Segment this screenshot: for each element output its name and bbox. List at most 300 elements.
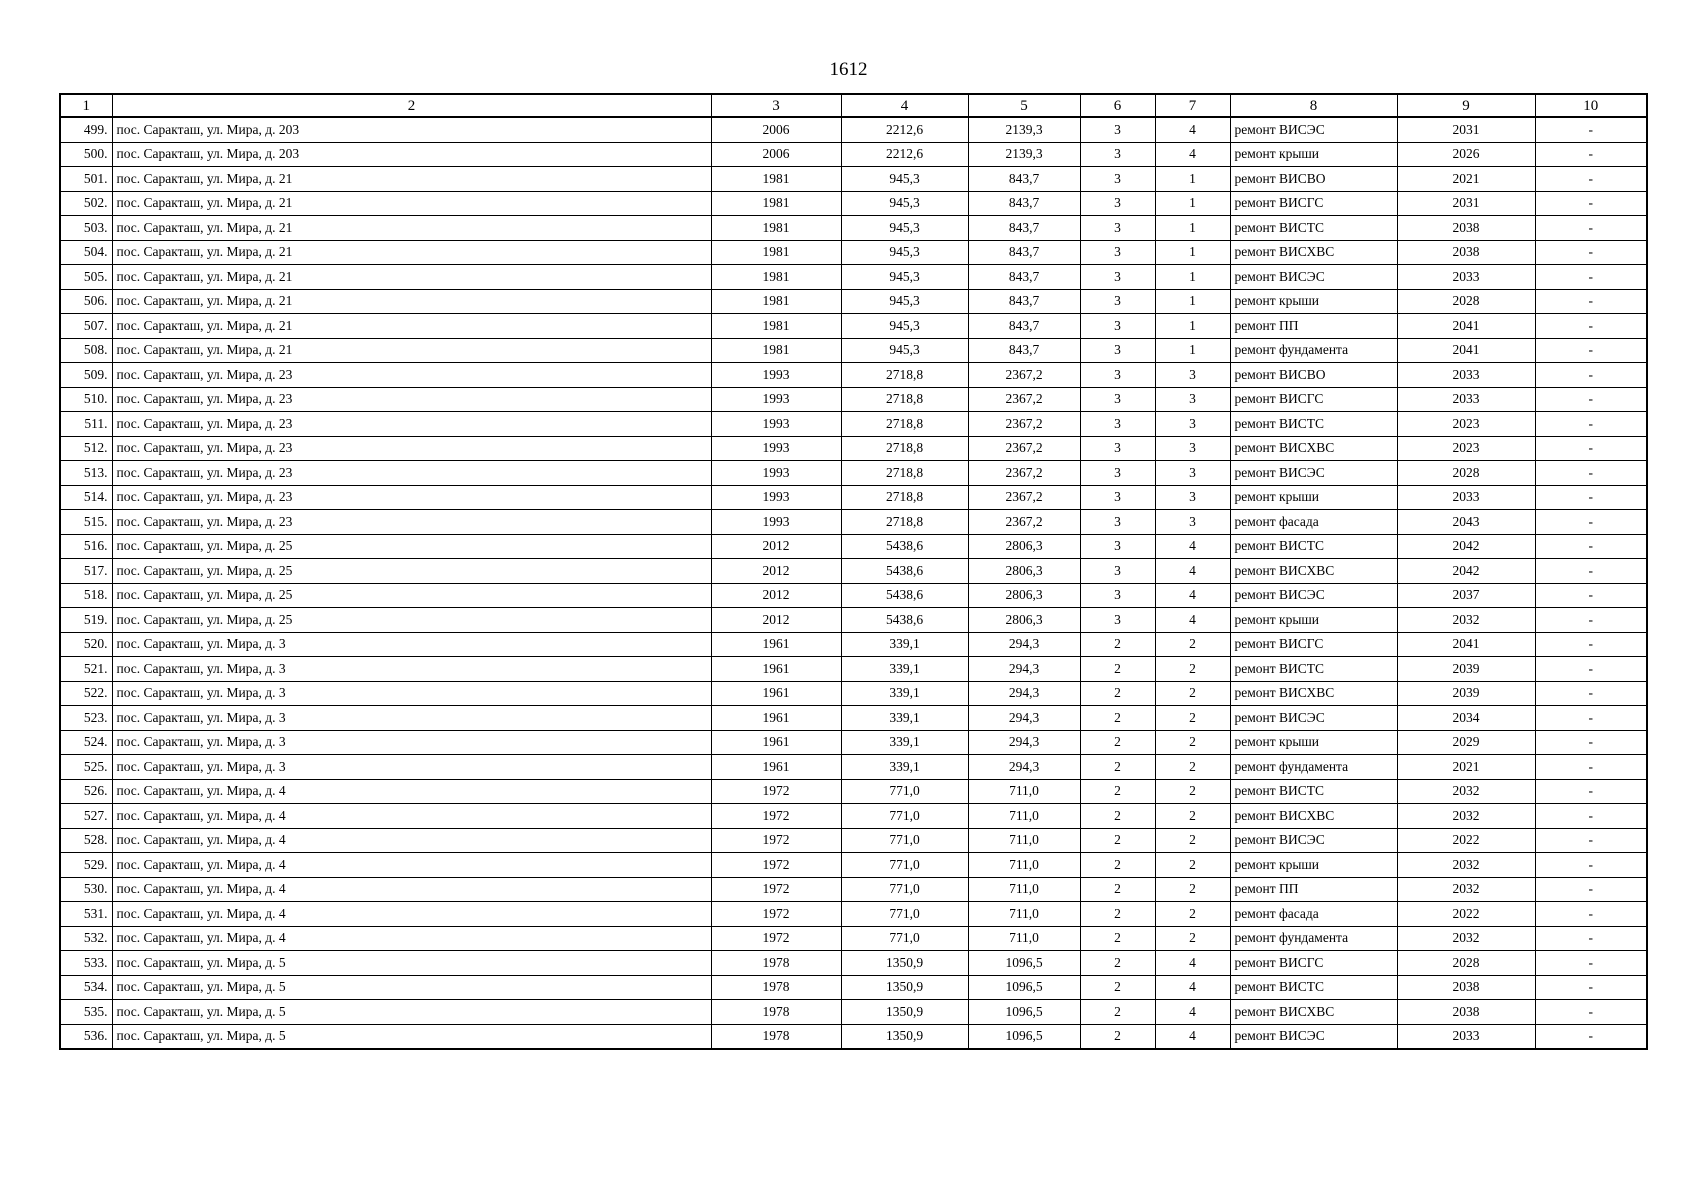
table-row [60, 510, 1647, 535]
living-area-cell: 294,3 [968, 706, 1080, 731]
note-cell: - [1535, 779, 1647, 804]
living-area-cell: 711,0 [968, 926, 1080, 951]
living-area-cell: 1096,5 [968, 951, 1080, 976]
year-cell: 2012 [711, 583, 841, 608]
floors-cell: 3 [1080, 436, 1155, 461]
total-area-cell: 771,0 [841, 902, 968, 927]
living-area-cell: 294,3 [968, 681, 1080, 706]
planned-year-cell: 2029 [1397, 730, 1535, 755]
entrances-cell: 2 [1155, 853, 1230, 878]
work-type-cell: ремонт ВИСЭС [1230, 265, 1397, 290]
year-cell: 1993 [711, 485, 841, 510]
total-area-cell: 2718,8 [841, 510, 968, 535]
address-cell: пос. Саракташ, ул. Мира, д. 23 [112, 412, 711, 437]
table-row [60, 608, 1647, 633]
year-cell: 1961 [711, 730, 841, 755]
year-cell: 1993 [711, 387, 841, 412]
year-cell: 1981 [711, 314, 841, 339]
row-number-cell: 525. [60, 755, 112, 780]
year-cell: 1972 [711, 853, 841, 878]
address-cell: пос. Саракташ, ул. Мира, д. 4 [112, 877, 711, 902]
year-cell: 1981 [711, 216, 841, 241]
work-type-cell: ремонт ВИСТС [1230, 779, 1397, 804]
planned-year-cell: 2028 [1397, 951, 1535, 976]
entrances-cell: 2 [1155, 681, 1230, 706]
planned-year-cell: 2042 [1397, 559, 1535, 584]
work-type-cell: ремонт крыши [1230, 142, 1397, 167]
note-cell: - [1535, 706, 1647, 731]
planned-year-cell: 2033 [1397, 265, 1535, 290]
living-area-cell: 711,0 [968, 828, 1080, 853]
planned-year-cell: 2033 [1397, 1024, 1535, 1049]
note-cell: - [1535, 167, 1647, 192]
entrances-cell: 2 [1155, 706, 1230, 731]
planned-year-cell: 2043 [1397, 510, 1535, 535]
planned-year-cell: 2042 [1397, 534, 1535, 559]
note-cell: - [1535, 142, 1647, 167]
planned-year-cell: 2028 [1397, 461, 1535, 486]
address-cell: пос. Саракташ, ул. Мира, д. 21 [112, 314, 711, 339]
note-cell: - [1535, 828, 1647, 853]
living-area-cell: 843,7 [968, 314, 1080, 339]
row-number-cell: 523. [60, 706, 112, 731]
entrances-cell: 2 [1155, 926, 1230, 951]
planned-year-cell: 2032 [1397, 804, 1535, 829]
planned-year-cell: 2034 [1397, 706, 1535, 731]
table-row [60, 583, 1647, 608]
year-cell: 1993 [711, 363, 841, 388]
note-cell: - [1535, 755, 1647, 780]
row-number-cell: 499. [60, 117, 112, 142]
planned-year-cell: 2038 [1397, 216, 1535, 241]
planned-year-cell: 2033 [1397, 363, 1535, 388]
total-area-cell: 945,3 [841, 216, 968, 241]
floors-cell: 2 [1080, 951, 1155, 976]
note-cell: - [1535, 559, 1647, 584]
entrances-cell: 4 [1155, 951, 1230, 976]
note-cell: - [1535, 314, 1647, 339]
floors-cell: 2 [1080, 681, 1155, 706]
planned-year-cell: 2033 [1397, 485, 1535, 510]
total-area-cell: 945,3 [841, 265, 968, 290]
row-number-cell: 515. [60, 510, 112, 535]
address-cell: пос. Саракташ, ул. Мира, д. 4 [112, 853, 711, 878]
column-header: 5 [968, 94, 1080, 117]
note-cell: - [1535, 216, 1647, 241]
living-area-cell: 2806,3 [968, 583, 1080, 608]
table-row [60, 902, 1647, 927]
planned-year-cell: 2028 [1397, 289, 1535, 314]
table-row [60, 926, 1647, 951]
work-type-cell: ремонт крыши [1230, 485, 1397, 510]
total-area-cell: 339,1 [841, 681, 968, 706]
total-area-cell: 5438,6 [841, 559, 968, 584]
address-cell: пос. Саракташ, ул. Мира, д. 4 [112, 926, 711, 951]
floors-cell: 2 [1080, 730, 1155, 755]
work-type-cell: ремонт ВИСХВС [1230, 804, 1397, 829]
work-type-cell: ремонт ВИСЭС [1230, 583, 1397, 608]
year-cell: 1978 [711, 951, 841, 976]
work-type-cell: ремонт ПП [1230, 877, 1397, 902]
planned-year-cell: 2041 [1397, 314, 1535, 339]
planned-year-cell: 2041 [1397, 338, 1535, 363]
table-row [60, 167, 1647, 192]
total-area-cell: 771,0 [841, 877, 968, 902]
living-area-cell: 711,0 [968, 779, 1080, 804]
total-area-cell: 5438,6 [841, 608, 968, 633]
living-area-cell: 2367,2 [968, 485, 1080, 510]
row-number-cell: 528. [60, 828, 112, 853]
floors-cell: 2 [1080, 902, 1155, 927]
year-cell: 1993 [711, 412, 841, 437]
row-number-cell: 511. [60, 412, 112, 437]
row-number-cell: 533. [60, 951, 112, 976]
living-area-cell: 294,3 [968, 657, 1080, 682]
entrances-cell: 3 [1155, 387, 1230, 412]
entrances-cell: 4 [1155, 142, 1230, 167]
floors-cell: 3 [1080, 117, 1155, 142]
work-type-cell: ремонт ВИСХВС [1230, 559, 1397, 584]
address-cell: пос. Саракташ, ул. Мира, д. 5 [112, 951, 711, 976]
row-number-cell: 502. [60, 191, 112, 216]
year-cell: 1972 [711, 902, 841, 927]
total-area-cell: 1350,9 [841, 1024, 968, 1049]
address-cell: пос. Саракташ, ул. Мира, д. 21 [112, 265, 711, 290]
work-type-cell: ремонт ВИСХВС [1230, 240, 1397, 265]
living-area-cell: 843,7 [968, 167, 1080, 192]
planned-year-cell: 2026 [1397, 142, 1535, 167]
living-area-cell: 1096,5 [968, 1024, 1080, 1049]
table-row [60, 436, 1647, 461]
row-number-cell: 535. [60, 1000, 112, 1025]
note-cell: - [1535, 338, 1647, 363]
year-cell: 1978 [711, 1024, 841, 1049]
floors-cell: 2 [1080, 779, 1155, 804]
table-row [60, 534, 1647, 559]
entrances-cell: 1 [1155, 240, 1230, 265]
row-number-cell: 526. [60, 779, 112, 804]
table-row [60, 363, 1647, 388]
year-cell: 1978 [711, 975, 841, 1000]
note-cell: - [1535, 510, 1647, 535]
note-cell: - [1535, 657, 1647, 682]
year-cell: 1972 [711, 828, 841, 853]
table-row [60, 730, 1647, 755]
column-header: 3 [711, 94, 841, 117]
work-type-cell: ремонт крыши [1230, 289, 1397, 314]
column-header: 9 [1397, 94, 1535, 117]
entrances-cell: 3 [1155, 485, 1230, 510]
entrances-cell: 4 [1155, 583, 1230, 608]
address-cell: пос. Саракташ, ул. Мира, д. 23 [112, 436, 711, 461]
note-cell: - [1535, 1024, 1647, 1049]
total-area-cell: 2212,6 [841, 142, 968, 167]
year-cell: 1961 [711, 657, 841, 682]
living-area-cell: 2139,3 [968, 142, 1080, 167]
note-cell: - [1535, 461, 1647, 486]
year-cell: 1981 [711, 240, 841, 265]
column-header: 1 [60, 94, 112, 117]
entrances-cell: 2 [1155, 657, 1230, 682]
table-row [60, 289, 1647, 314]
note-cell: - [1535, 975, 1647, 1000]
living-area-cell: 843,7 [968, 265, 1080, 290]
table-header-row [60, 94, 1647, 117]
table-row [60, 657, 1647, 682]
row-number-cell: 505. [60, 265, 112, 290]
floors-cell: 3 [1080, 338, 1155, 363]
living-area-cell: 711,0 [968, 877, 1080, 902]
page-number: 1612 [829, 59, 868, 80]
planned-year-cell: 2021 [1397, 755, 1535, 780]
year-cell: 1961 [711, 681, 841, 706]
work-type-cell: ремонт крыши [1230, 853, 1397, 878]
row-number-cell: 508. [60, 338, 112, 363]
row-number-cell: 522. [60, 681, 112, 706]
floors-cell: 3 [1080, 167, 1155, 192]
living-area-cell: 2806,3 [968, 608, 1080, 633]
work-type-cell: ремонт ВИСТС [1230, 975, 1397, 1000]
table-row [60, 706, 1647, 731]
row-number-cell: 524. [60, 730, 112, 755]
work-type-cell: ремонт ВИСТС [1230, 657, 1397, 682]
note-cell: - [1535, 289, 1647, 314]
row-number-cell: 530. [60, 877, 112, 902]
row-number-cell: 513. [60, 461, 112, 486]
address-cell: пос. Саракташ, ул. Мира, д. 5 [112, 1000, 711, 1025]
floors-cell: 2 [1080, 1024, 1155, 1049]
row-number-cell: 500. [60, 142, 112, 167]
work-type-cell: ремонт ВИСЭС [1230, 828, 1397, 853]
row-number-cell: 534. [60, 975, 112, 1000]
entrances-cell: 3 [1155, 461, 1230, 486]
total-area-cell: 945,3 [841, 314, 968, 339]
year-cell: 1978 [711, 1000, 841, 1025]
table-row [60, 485, 1647, 510]
work-type-cell: ремонт ВИСХВС [1230, 1000, 1397, 1025]
row-number-cell: 501. [60, 167, 112, 192]
planned-year-cell: 2022 [1397, 902, 1535, 927]
year-cell: 1972 [711, 926, 841, 951]
note-cell: - [1535, 363, 1647, 388]
row-number-cell: 516. [60, 534, 112, 559]
table-body [60, 117, 1647, 1049]
table-row [60, 240, 1647, 265]
entrances-cell: 4 [1155, 117, 1230, 142]
floors-cell: 2 [1080, 804, 1155, 829]
note-cell: - [1535, 902, 1647, 927]
registry-table [59, 93, 1648, 1050]
table-row [60, 975, 1647, 1000]
living-area-cell: 2367,2 [968, 461, 1080, 486]
total-area-cell: 339,1 [841, 706, 968, 731]
total-area-cell: 945,3 [841, 289, 968, 314]
address-cell: пос. Саракташ, ул. Мира, д. 23 [112, 387, 711, 412]
note-cell: - [1535, 877, 1647, 902]
column-header: 2 [112, 94, 711, 117]
work-type-cell: ремонт ВИСХВС [1230, 681, 1397, 706]
address-cell: пос. Саракташ, ул. Мира, д. 3 [112, 755, 711, 780]
work-type-cell: ремонт ВИСЭС [1230, 706, 1397, 731]
floors-cell: 3 [1080, 142, 1155, 167]
entrances-cell: 2 [1155, 632, 1230, 657]
living-area-cell: 2367,2 [968, 436, 1080, 461]
address-cell: пос. Саракташ, ул. Мира, д. 23 [112, 363, 711, 388]
address-cell: пос. Саракташ, ул. Мира, д. 25 [112, 559, 711, 584]
address-cell: пос. Саракташ, ул. Мира, д. 203 [112, 142, 711, 167]
total-area-cell: 5438,6 [841, 534, 968, 559]
entrances-cell: 1 [1155, 191, 1230, 216]
address-cell: пос. Саракташ, ул. Мира, д. 4 [112, 902, 711, 927]
living-area-cell: 2367,2 [968, 363, 1080, 388]
row-number-cell: 521. [60, 657, 112, 682]
living-area-cell: 843,7 [968, 289, 1080, 314]
year-cell: 1972 [711, 779, 841, 804]
address-cell: пос. Саракташ, ул. Мира, д. 23 [112, 510, 711, 535]
address-cell: пос. Саракташ, ул. Мира, д. 23 [112, 485, 711, 510]
row-number-cell: 514. [60, 485, 112, 510]
entrances-cell: 2 [1155, 755, 1230, 780]
row-number-cell: 532. [60, 926, 112, 951]
living-area-cell: 843,7 [968, 240, 1080, 265]
table-row [60, 412, 1647, 437]
year-cell: 1981 [711, 191, 841, 216]
total-area-cell: 2718,8 [841, 436, 968, 461]
total-area-cell: 5438,6 [841, 583, 968, 608]
address-cell: пос. Саракташ, ул. Мира, д. 21 [112, 167, 711, 192]
work-type-cell: ремонт ВИСГС [1230, 191, 1397, 216]
work-type-cell: ремонт ВИСГС [1230, 632, 1397, 657]
floors-cell: 3 [1080, 289, 1155, 314]
planned-year-cell: 2041 [1397, 632, 1535, 657]
table-row [60, 265, 1647, 290]
note-cell: - [1535, 117, 1647, 142]
row-number-cell: 509. [60, 363, 112, 388]
column-header: 8 [1230, 94, 1397, 117]
year-cell: 1961 [711, 706, 841, 731]
row-number-cell: 506. [60, 289, 112, 314]
floors-cell: 3 [1080, 461, 1155, 486]
planned-year-cell: 2031 [1397, 191, 1535, 216]
table-row [60, 191, 1647, 216]
table-row [60, 877, 1647, 902]
row-number-cell: 517. [60, 559, 112, 584]
year-cell: 1972 [711, 804, 841, 829]
note-cell: - [1535, 1000, 1647, 1025]
living-area-cell: 843,7 [968, 216, 1080, 241]
note-cell: - [1535, 853, 1647, 878]
entrances-cell: 4 [1155, 534, 1230, 559]
work-type-cell: ремонт ВИСВО [1230, 363, 1397, 388]
work-type-cell: ремонт ВИСХВС [1230, 436, 1397, 461]
row-number-cell: 503. [60, 216, 112, 241]
planned-year-cell: 2031 [1397, 117, 1535, 142]
floors-cell: 3 [1080, 363, 1155, 388]
note-cell: - [1535, 926, 1647, 951]
year-cell: 1981 [711, 338, 841, 363]
floors-cell: 2 [1080, 755, 1155, 780]
address-cell: пос. Саракташ, ул. Мира, д. 3 [112, 632, 711, 657]
address-cell: пос. Саракташ, ул. Мира, д. 25 [112, 608, 711, 633]
table-row [60, 828, 1647, 853]
floors-cell: 2 [1080, 853, 1155, 878]
work-type-cell: ремонт ВИСЭС [1230, 117, 1397, 142]
entrances-cell: 3 [1155, 412, 1230, 437]
address-cell: пос. Саракташ, ул. Мира, д. 5 [112, 975, 711, 1000]
living-area-cell: 2367,2 [968, 412, 1080, 437]
total-area-cell: 945,3 [841, 191, 968, 216]
year-cell: 2012 [711, 534, 841, 559]
address-cell: пос. Саракташ, ул. Мира, д. 3 [112, 681, 711, 706]
table-row [60, 632, 1647, 657]
planned-year-cell: 2032 [1397, 853, 1535, 878]
entrances-cell: 1 [1155, 265, 1230, 290]
work-type-cell: ремонт крыши [1230, 608, 1397, 633]
floors-cell: 3 [1080, 412, 1155, 437]
floors-cell: 3 [1080, 240, 1155, 265]
address-cell: пос. Саракташ, ул. Мира, д. 5 [112, 1024, 711, 1049]
note-cell: - [1535, 240, 1647, 265]
floors-cell: 3 [1080, 191, 1155, 216]
work-type-cell: ремонт фундамента [1230, 755, 1397, 780]
floors-cell: 2 [1080, 632, 1155, 657]
address-cell: пос. Саракташ, ул. Мира, д. 203 [112, 117, 711, 142]
column-header: 7 [1155, 94, 1230, 117]
entrances-cell: 2 [1155, 828, 1230, 853]
entrances-cell: 3 [1155, 363, 1230, 388]
row-number-cell: 520. [60, 632, 112, 657]
entrances-cell: 2 [1155, 730, 1230, 755]
note-cell: - [1535, 951, 1647, 976]
entrances-cell: 4 [1155, 608, 1230, 633]
planned-year-cell: 2021 [1397, 167, 1535, 192]
row-number-cell: 504. [60, 240, 112, 265]
total-area-cell: 339,1 [841, 755, 968, 780]
planned-year-cell: 2039 [1397, 681, 1535, 706]
year-cell: 1981 [711, 167, 841, 192]
year-cell: 1972 [711, 877, 841, 902]
total-area-cell: 2718,8 [841, 461, 968, 486]
row-number-cell: 527. [60, 804, 112, 829]
floors-cell: 3 [1080, 387, 1155, 412]
address-cell: пос. Саракташ, ул. Мира, д. 3 [112, 657, 711, 682]
floors-cell: 3 [1080, 510, 1155, 535]
year-cell: 2006 [711, 142, 841, 167]
table-row [60, 1000, 1647, 1025]
floors-cell: 2 [1080, 828, 1155, 853]
year-cell: 1993 [711, 461, 841, 486]
work-type-cell: ремонт ВИСТС [1230, 412, 1397, 437]
entrances-cell: 1 [1155, 167, 1230, 192]
entrances-cell: 4 [1155, 1000, 1230, 1025]
total-area-cell: 771,0 [841, 804, 968, 829]
total-area-cell: 771,0 [841, 853, 968, 878]
address-cell: пос. Саракташ, ул. Мира, д. 21 [112, 216, 711, 241]
total-area-cell: 1350,9 [841, 951, 968, 976]
note-cell: - [1535, 191, 1647, 216]
floors-cell: 2 [1080, 975, 1155, 1000]
work-type-cell: ремонт ПП [1230, 314, 1397, 339]
address-cell: пос. Саракташ, ул. Мира, д. 4 [112, 828, 711, 853]
total-area-cell: 2718,8 [841, 412, 968, 437]
row-number-cell: 510. [60, 387, 112, 412]
address-cell: пос. Саракташ, ул. Мира, д. 25 [112, 583, 711, 608]
floors-cell: 2 [1080, 1000, 1155, 1025]
row-number-cell: 529. [60, 853, 112, 878]
note-cell: - [1535, 681, 1647, 706]
living-area-cell: 711,0 [968, 804, 1080, 829]
planned-year-cell: 2038 [1397, 240, 1535, 265]
